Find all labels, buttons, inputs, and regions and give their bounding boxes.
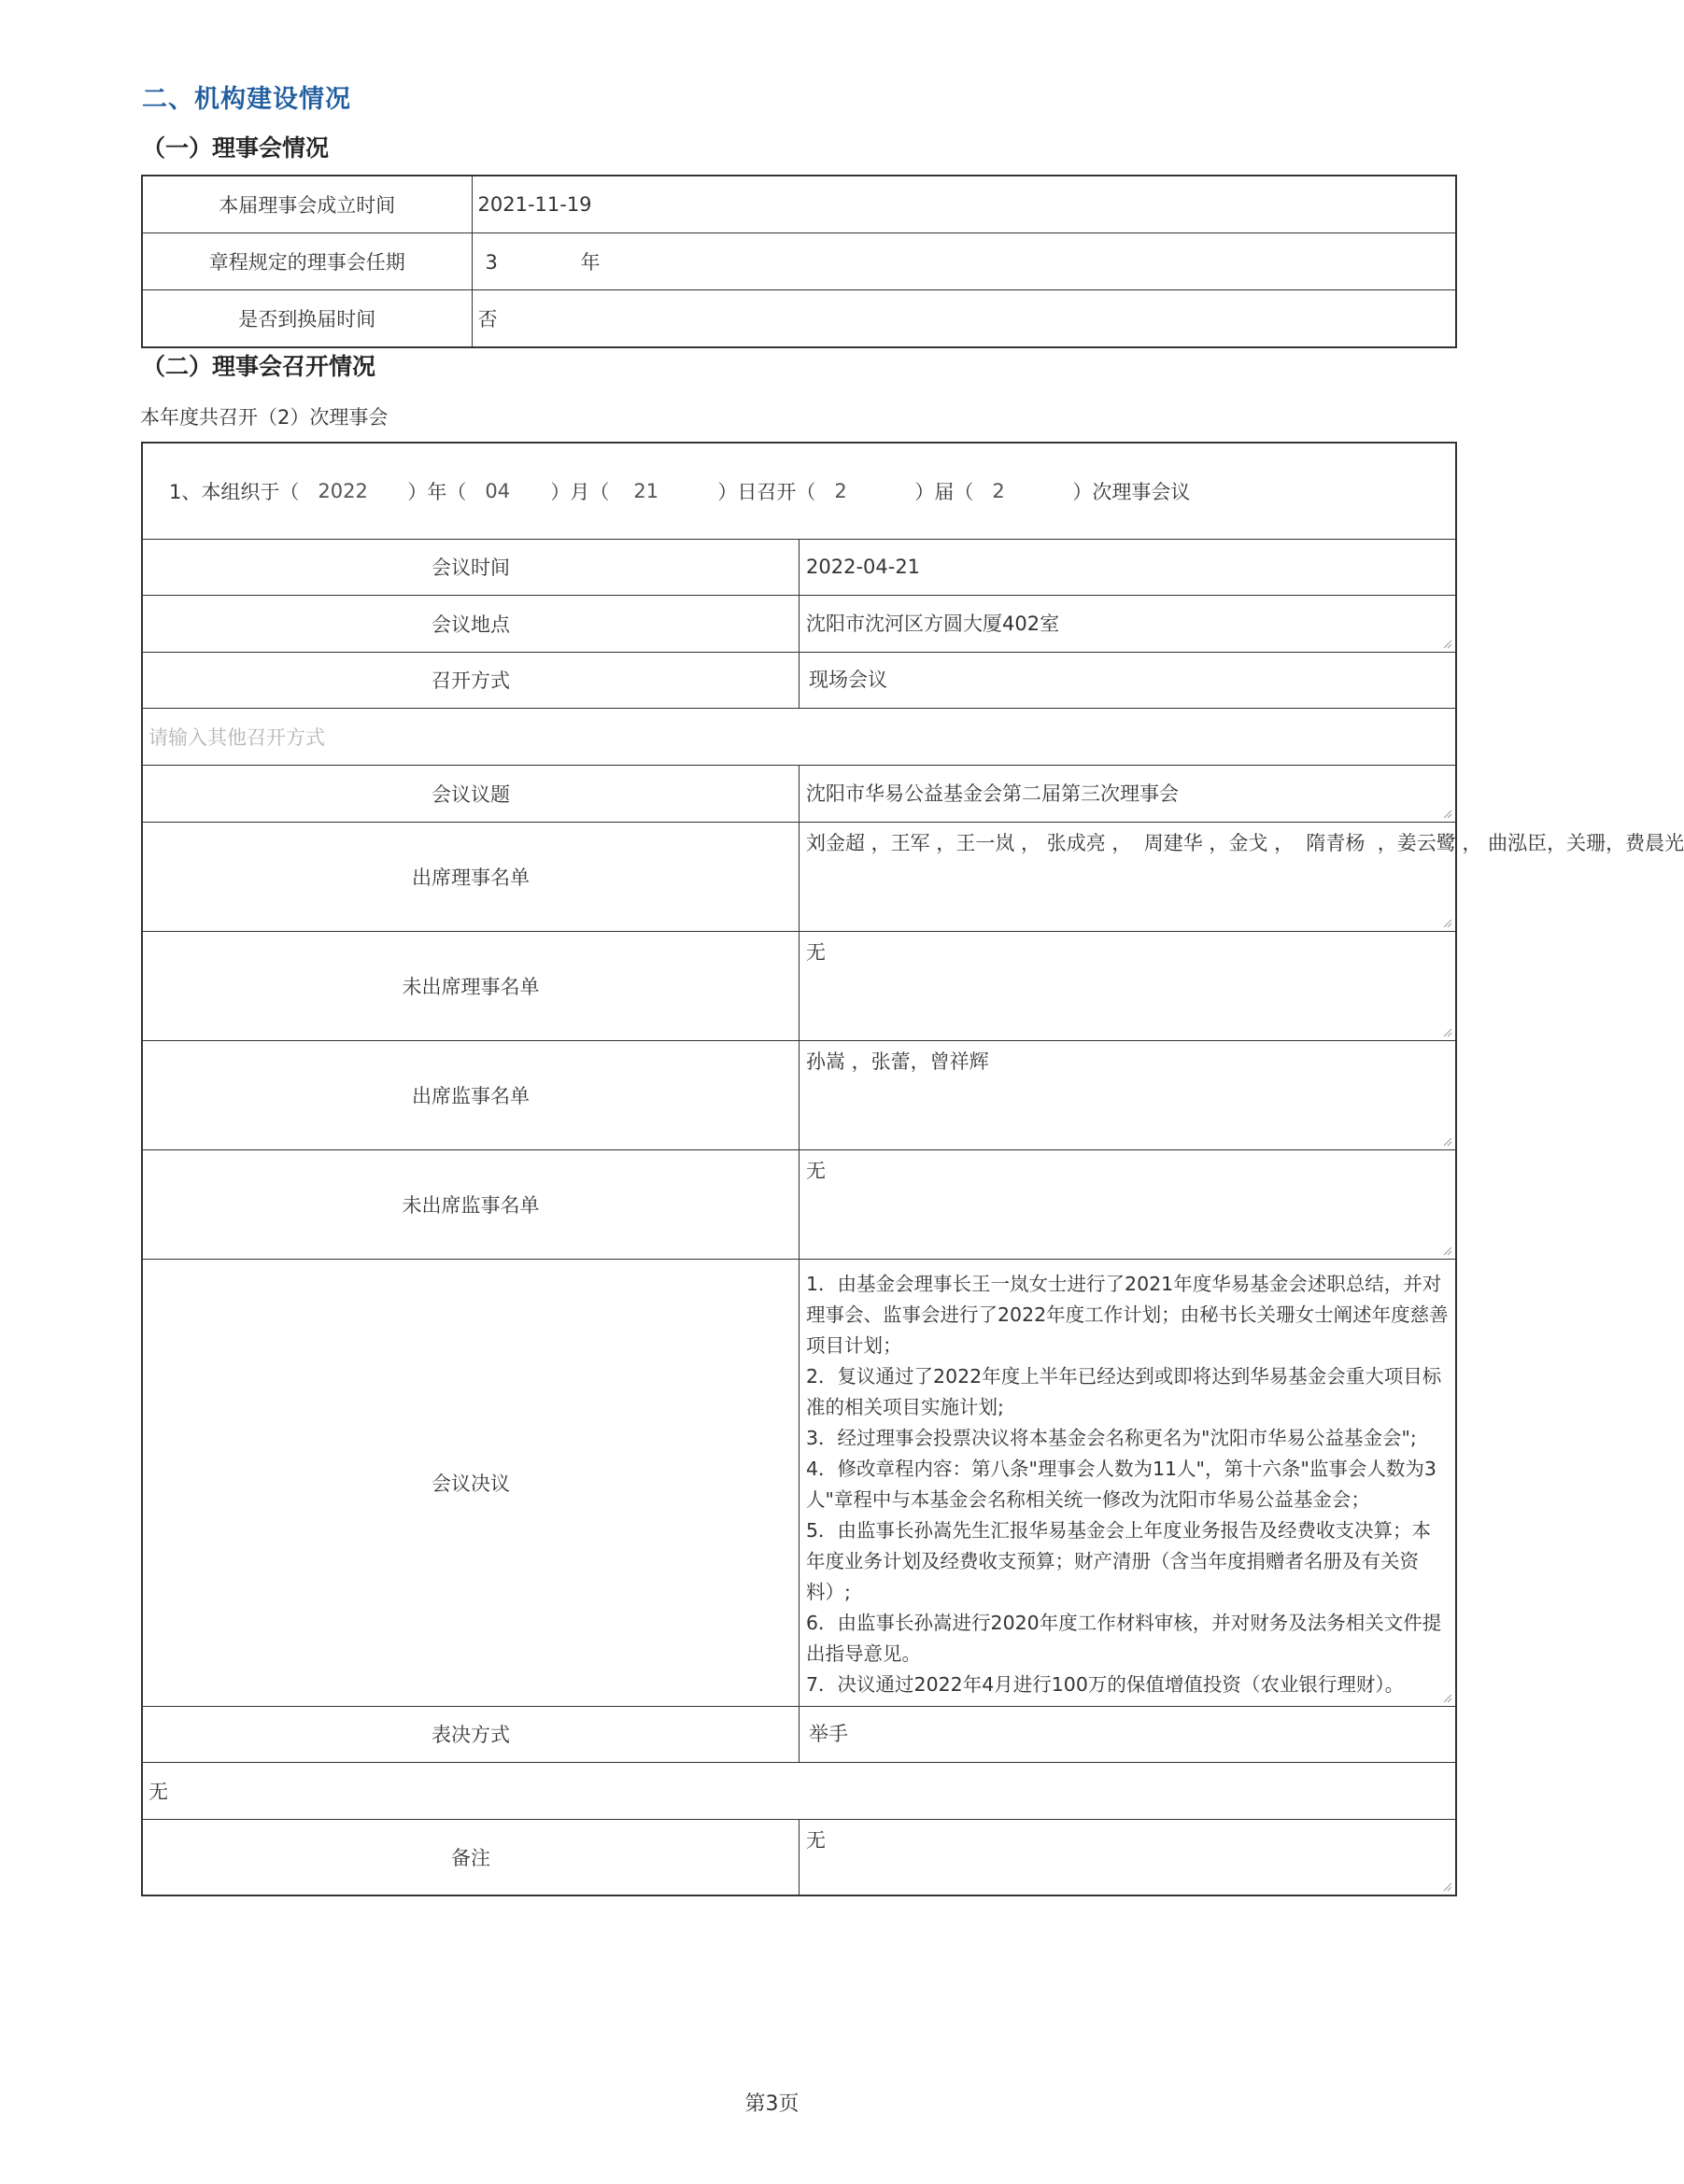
resize-handle-icon[interactable] [1441,917,1452,928]
vote-method-value[interactable]: 举手 [800,1706,1457,1762]
resolution-item: 7．决议通过2022年4月进行100万的保值增值投资（农业银行理财）。 [806,1672,1405,1696]
other-method-input[interactable]: 请输入其他召开方式 [142,708,1456,765]
resolution-label: 会议决议 [142,1259,800,1706]
meeting-year: 2022 [318,479,368,502]
resolution-item: 3．经过理事会投票决议将本基金会名称更名为"沈阳市华易公益基金会"; [806,1426,1417,1449]
meeting-summary: 本年度共召开（2）次理事会 [140,406,389,429]
other-vote-input[interactable]: 无 [142,1762,1456,1819]
resolution-field[interactable] [800,1259,1457,1706]
reelection-label: 是否到换届时间 [142,290,472,347]
page-number: 第3页 [744,2092,800,2116]
resize-handle-icon[interactable] [1441,1026,1452,1037]
table-row [142,765,1456,822]
meeting-topic-value: 沈阳市华易公益基金会第二届第三次理事会 [806,782,1179,805]
meeting-time-label: 会议时间 [142,539,800,595]
attend-directors-value: 刘金超 ，王军 ，王一岚 ， 张成亮 ， 周建华 ，金戈 ， 隋青杨 ，姜云鹭 ， 曲泓臣，关珊，费晨光 [806,831,1684,854]
meeting-method-label: 召开方式 [142,652,800,708]
intro-year-suffix: ）年（ [407,480,467,503]
table-row [142,931,1456,1040]
remark-field[interactable] [800,1819,1457,1895]
table-row [142,539,1456,595]
meeting-location-value: 沈阳市沈河区方圆大厦402室 [806,612,1060,635]
intro-day-suffix: ）日召开（ [717,480,816,503]
attend-supervisors-value: 孙嵩 ，张蕾，曾祥辉 [806,1050,989,1073]
resolution-item: 4．修改章程内容：第八条"理事会人数为11人"，第十六条"监事会人数为3人"章程中与本基金会名称相关统一修改为沈阳市华易公益基金会； [806,1457,1436,1511]
absent-directors-value: 无 [806,940,826,964]
term-unit: 年 [580,250,601,274]
board-meeting-title: （二）理事会召开情况 [142,353,376,380]
table-row [142,443,1456,539]
resolution-item: 6．由监事长孙嵩进行2020年度工作材料审核，并对财务及法务相关文件提出指导意见。 [806,1611,1442,1665]
board-info-table [141,175,1457,348]
intro-count-suffix: ）次理事会议 [1072,480,1191,503]
table-row [142,1819,1456,1895]
meeting-location-label: 会议地点 [142,595,800,652]
absent-supervisors-value: 无 [806,1159,826,1182]
reelection-value: 否 [472,290,1456,347]
absent-directors-label: 未出席理事名单 [142,931,800,1040]
meeting-topic-label: 会议议题 [142,765,800,822]
attend-supervisors-field[interactable] [800,1040,1457,1149]
absent-supervisors-field[interactable] [800,1149,1457,1259]
remark-value: 无 [806,1828,826,1852]
meeting-topic-field[interactable] [800,765,1457,822]
vote-method-label: 表决方式 [142,1706,800,1762]
intro-prefix: 1、本组织于（ [169,480,300,503]
table-row [142,1259,1456,1706]
intro-month-suffix: ）月（ [550,480,610,503]
board-info-title: （一）理事会情况 [142,134,330,162]
resize-handle-icon[interactable] [1441,638,1452,649]
meeting-day: 21 [633,479,659,502]
table-row [142,822,1456,931]
resolution-item: 2．复议通过了2022年度上半年已经达到或即将达到华易基金会重大项目标准的相关项目实施计划; [806,1364,1442,1418]
table-row [142,1762,1456,1819]
meeting-month: 04 [485,479,511,502]
term-value: 3 [485,250,498,274]
established-date-label: 本届理事会成立时间 [142,176,472,232]
term-cell [472,232,1456,289]
section-title: 二、机构建设情况 [142,85,351,114]
meeting-count: 2 [992,479,1005,502]
table-row [142,595,1456,652]
table-row [142,290,1456,347]
resize-handle-icon[interactable] [1441,1135,1452,1147]
table-row [142,176,1456,232]
intro-session-suffix: ）届（ [914,480,974,503]
meeting-method-value[interactable]: 现场会议 [800,652,1457,708]
established-date-value: 2021-11-19 [472,176,1456,232]
table-row [142,1706,1456,1762]
meeting-intro-cell [142,443,1456,539]
resize-handle-icon[interactable] [1441,1245,1452,1256]
table-row [142,1040,1456,1149]
attend-directors-field[interactable] [800,822,1684,931]
term-label: 章程规定的理事会任期 [142,232,472,289]
attend-directors-label: 出席理事名单 [142,822,800,931]
absent-directors-field[interactable] [800,931,1457,1040]
resize-handle-icon[interactable] [1441,808,1452,819]
resolution-item: 1．由基金会理事长王一岚女士进行了2021年度华易基金会述职总结，并对理事会、监事会进行了2022年度工作计划；由秘书长关珊女士阐述年度慈善项目计划； [806,1272,1449,1357]
attend-supervisors-label: 出席监事名单 [142,1040,800,1149]
meeting-time-value[interactable]: 2022-04-21 [800,539,1457,595]
table-row [142,708,1456,765]
meeting-intro [143,477,1455,505]
resize-handle-icon[interactable] [1441,1881,1452,1892]
meeting-session: 2 [834,479,847,502]
table-row [142,1149,1456,1259]
table-row [142,232,1456,289]
resolution-item: 5．由监事长孙嵩先生汇报华易基金会上年度业务报告及经费收支决算；本年度业务计划及经费收支预算；财产清册（含当年度捐赠者名册及有关资料）; [806,1518,1432,1603]
resize-handle-icon[interactable] [1441,1692,1452,1703]
absent-supervisors-label: 未出席监事名单 [142,1149,800,1259]
table-row [142,652,1456,708]
meeting-table [141,442,1684,1896]
meeting-location-field[interactable] [800,595,1457,652]
remark-label: 备注 [142,1819,800,1895]
